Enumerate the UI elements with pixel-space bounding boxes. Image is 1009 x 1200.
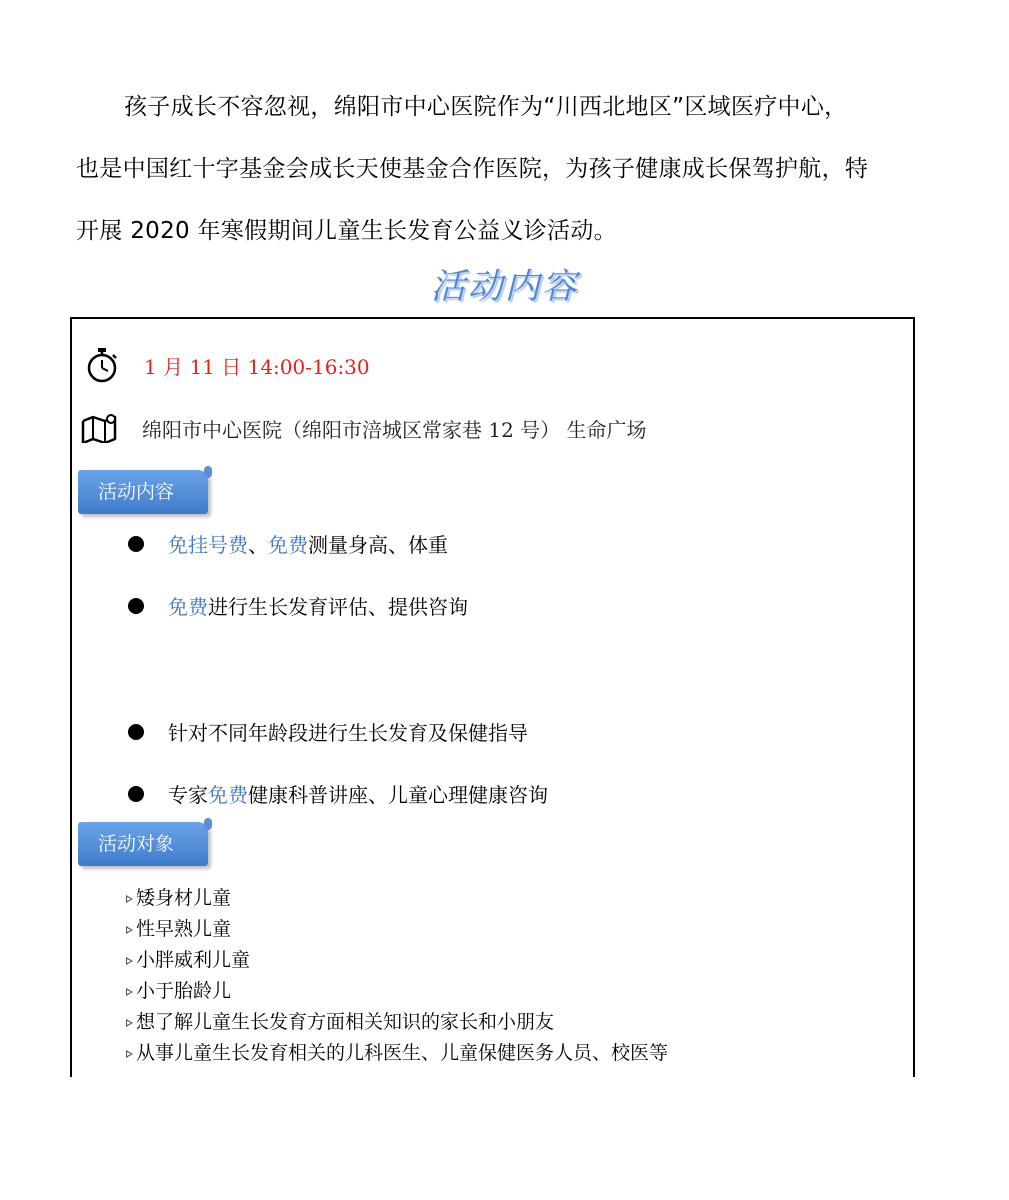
item-text: 进行生长发育评估、提供咨询	[208, 595, 468, 619]
list-item: 从事儿童生长发育相关的儿科医生、儿童保健医务人员、校医等	[126, 1038, 668, 1069]
item-text: 健康科普讲座、儿童心理健康咨询	[248, 783, 548, 807]
content-item-4	[128, 779, 548, 808]
list-item: 想了解儿童生长发育方面相关知识的家长和小朋友	[126, 1007, 668, 1038]
content-item-3	[128, 717, 528, 746]
triangle-icon	[126, 895, 133, 903]
time-row	[82, 345, 370, 385]
highlight-text: 免费	[208, 783, 248, 807]
map-pin-icon	[80, 408, 120, 448]
list-item: 小于胎龄儿	[126, 976, 668, 1007]
bullet-icon	[128, 536, 144, 552]
audience-tab: 活动对象	[78, 822, 208, 866]
list-item: 矮身材儿童	[126, 883, 668, 914]
triangle-icon	[126, 1019, 133, 1027]
bullet-icon	[128, 724, 144, 740]
list-item: 性早熟儿童	[126, 914, 668, 945]
triangle-icon	[126, 926, 133, 934]
intro-line-3: 开展 2020 年寒假期间儿童生长发育公益义诊活动。	[76, 218, 617, 244]
bullet-icon	[128, 598, 144, 614]
intro-line-1: 孩子成长不容忽视，绵阳市中心医院作为“川西北地区”区域医疗中心，	[124, 94, 848, 120]
item-text: 测量身高、体重	[308, 533, 448, 557]
audience-list	[126, 883, 668, 1069]
triangle-icon	[126, 1050, 133, 1058]
section-title: 活动内容	[430, 267, 579, 307]
intro-line-2: 也是中国红十字基金会成长天使基金合作医院，为孩子健康成长保驾护航，特	[76, 156, 869, 182]
event-time: 1 月 11 日 14:00-16:30	[144, 354, 370, 379]
address-row	[80, 408, 647, 448]
triangle-icon	[126, 957, 133, 965]
highlight-text: 免费	[268, 533, 308, 557]
activity-box	[70, 317, 915, 1077]
triangle-icon	[126, 988, 133, 996]
event-address: 绵阳市中心医院（绵阳市涪城区常家巷 12 号） 生命广场	[142, 417, 647, 442]
item-text: 、	[248, 533, 268, 557]
item-text: 针对不同年龄段进行生长发育及保健指导	[168, 721, 528, 745]
content-tab: 活动内容	[78, 470, 208, 514]
intro-paragraph	[76, 76, 926, 262]
bullet-icon	[128, 786, 144, 802]
content-item-2	[128, 591, 468, 620]
content-item-1	[128, 529, 448, 558]
list-item: 小胖威利儿童	[126, 945, 668, 976]
highlight-text: 免费	[168, 595, 208, 619]
stopwatch-icon	[82, 345, 122, 385]
item-text: 专家	[168, 783, 208, 807]
highlight-text: 免挂号费	[168, 533, 248, 557]
